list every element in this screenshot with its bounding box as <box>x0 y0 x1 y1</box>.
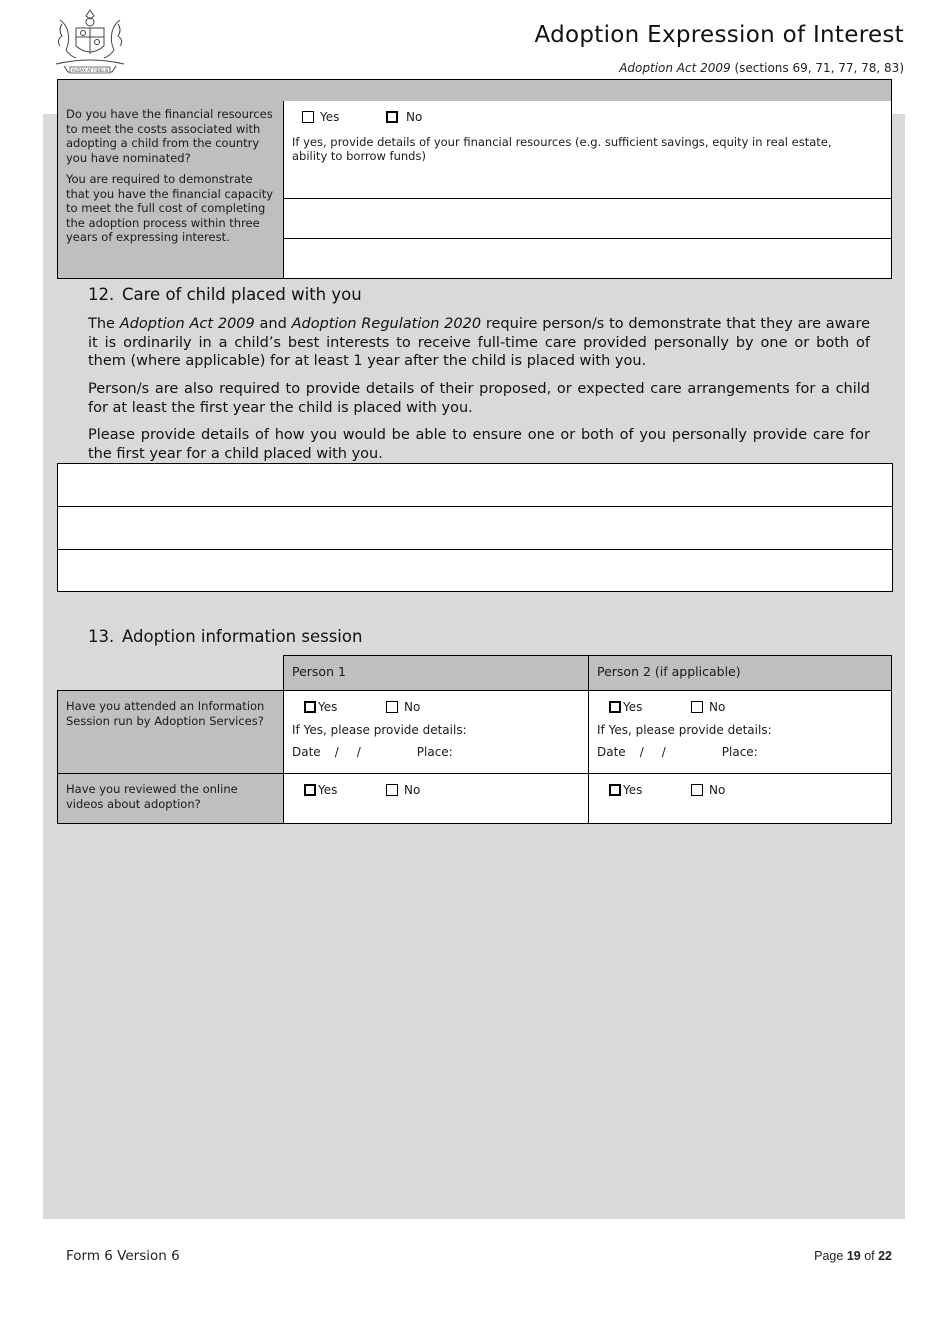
financial-question: Do you have the financial resources to meet the costs associated with adopting a child from the country you have nominated? <box>66 107 273 165</box>
person-1-session-no-checkbox[interactable] <box>386 701 398 713</box>
information-session-table <box>57 655 892 824</box>
person-1-date-sep-2: / <box>356 745 361 759</box>
person-1-date-place-line[interactable] <box>292 745 588 759</box>
person-2-date-sep-2: / <box>661 745 666 759</box>
financial-no-label: No <box>406 110 423 124</box>
financial-no-checkbox[interactable] <box>386 111 398 123</box>
person-1-videos-no-checkbox[interactable] <box>386 784 398 796</box>
person-2-session-no-label: No <box>709 700 726 714</box>
page-prefix: Page <box>814 1249 847 1263</box>
section-13-number: 13. <box>88 627 115 646</box>
col-header-person-1: Person 1 <box>283 655 589 691</box>
document-subtitle <box>619 61 904 75</box>
person-2-session-no-checkbox[interactable] <box>691 701 703 713</box>
p1-regulation: Adoption Regulation 2020 <box>291 316 482 332</box>
section-12-number: 12. <box>88 285 115 304</box>
person-1-session-yes-label: Yes <box>318 700 338 714</box>
person-1-session-no-label: No <box>404 700 421 714</box>
act-sections: (sections 69, 71, 77, 78, 83) <box>734 61 904 75</box>
person-2-date-place-line[interactable] <box>597 745 891 759</box>
crest-motto: AUDAX AT FIDELIS <box>71 68 109 73</box>
person-2-details-prompt: If Yes, please provide details: <box>597 723 772 737</box>
person-1-date-label: Date <box>292 745 321 759</box>
p1-act: Adoption Act 2009 <box>119 316 255 332</box>
person-2-session-yes-label: Yes <box>623 700 643 714</box>
person-2-date-sep-1: / <box>639 745 644 759</box>
section-12-title: Care of child placed with you <box>122 285 362 304</box>
person-1-place-label: Place: <box>416 745 453 759</box>
page-of: of <box>860 1249 879 1263</box>
person-1-videos-yes-checkbox[interactable] <box>304 784 316 796</box>
care-box-divider-1 <box>58 506 892 507</box>
financial-yes-checkbox[interactable] <box>302 111 314 123</box>
queensland-crest-logo <box>50 6 130 76</box>
financial-question-cell <box>58 101 284 278</box>
section-13-title: Adoption information session <box>122 627 363 646</box>
person-2-info-session-cell <box>588 690 892 774</box>
section-13-heading <box>88 627 362 646</box>
col-header-person-2: Person 2 (if applicable) <box>588 655 892 691</box>
person-1-videos-cell <box>283 773 589 824</box>
person-2-videos-yes-checkbox[interactable] <box>609 784 621 796</box>
financial-yes-label: Yes <box>320 110 340 124</box>
question-online-videos: Have you reviewed the online videos about adoption? <box>57 773 284 824</box>
table-header-bar <box>57 79 892 102</box>
financial-resources-table <box>57 101 892 279</box>
financial-detail-prompt: If yes, provide details of your financial resources (e.g. sufficient savings, equity in real estate, ability to borrow funds) <box>292 135 832 163</box>
person-1-details-prompt: If Yes, please provide details: <box>292 723 467 737</box>
question-info-session: Have you attended an Information Session run by Adoption Services? <box>57 690 284 774</box>
page-current: 19 <box>846 1249 861 1263</box>
section-12-heading <box>88 285 362 304</box>
financial-answer-cell[interactable] <box>284 101 891 199</box>
act-name: Adoption Act 2009 <box>619 61 731 75</box>
person-2-videos-no-checkbox[interactable] <box>691 784 703 796</box>
p1-text-a: The <box>88 316 120 332</box>
person-1-date-sep-1: / <box>334 745 339 759</box>
person-2-place-label: Place: <box>721 745 758 759</box>
section-12-paragraph-1 <box>88 315 870 371</box>
section-12-paragraph-3: Please provide details of how you would be able to ensure one or both of you personally provide care for the first year for a child placed with you. <box>88 427 870 462</box>
person-1-videos-no-label: No <box>404 783 421 797</box>
person-1-session-yes-checkbox[interactable] <box>304 701 316 713</box>
p1-text-c: require person/s to demonstrate that they are aware it is ordinarily in a child’s best interests to receive full-time care provided personally by one or both of them (where applicable) for at least 1 year after the child is placed with you. <box>88 316 871 369</box>
person-2-session-yes-checkbox[interactable] <box>609 701 621 713</box>
financial-answer-line-2[interactable] <box>284 239 891 278</box>
financial-requirement: You are required to demonstrate that you have the financial capacity to meet the full cost of completing the adoption process within three years of expressing interest. <box>66 172 274 244</box>
care-details-box[interactable] <box>57 463 893 592</box>
person-2-videos-yes-label: Yes <box>623 783 643 797</box>
person-2-date-label: Date <box>597 745 626 759</box>
care-box-divider-2 <box>58 549 892 550</box>
section-12-paragraph-2: Person/s are also required to provide details of their proposed, or expected care arrangements for a child for at least the first year the child is placed with you. <box>88 381 870 416</box>
person-2-videos-no-label: No <box>709 783 726 797</box>
financial-answer-line-1[interactable] <box>284 199 891 239</box>
document-title: Adoption Expression of Interest <box>534 22 904 48</box>
p1-text-b: and <box>254 316 292 332</box>
person-1-info-session-cell <box>283 690 589 774</box>
page-total: 22 <box>878 1249 892 1263</box>
page-number <box>814 1249 892 1263</box>
person-1-videos-yes-label: Yes <box>318 783 338 797</box>
person-2-videos-cell <box>588 773 892 824</box>
form-version: Form 6 Version 6 <box>66 1248 180 1264</box>
